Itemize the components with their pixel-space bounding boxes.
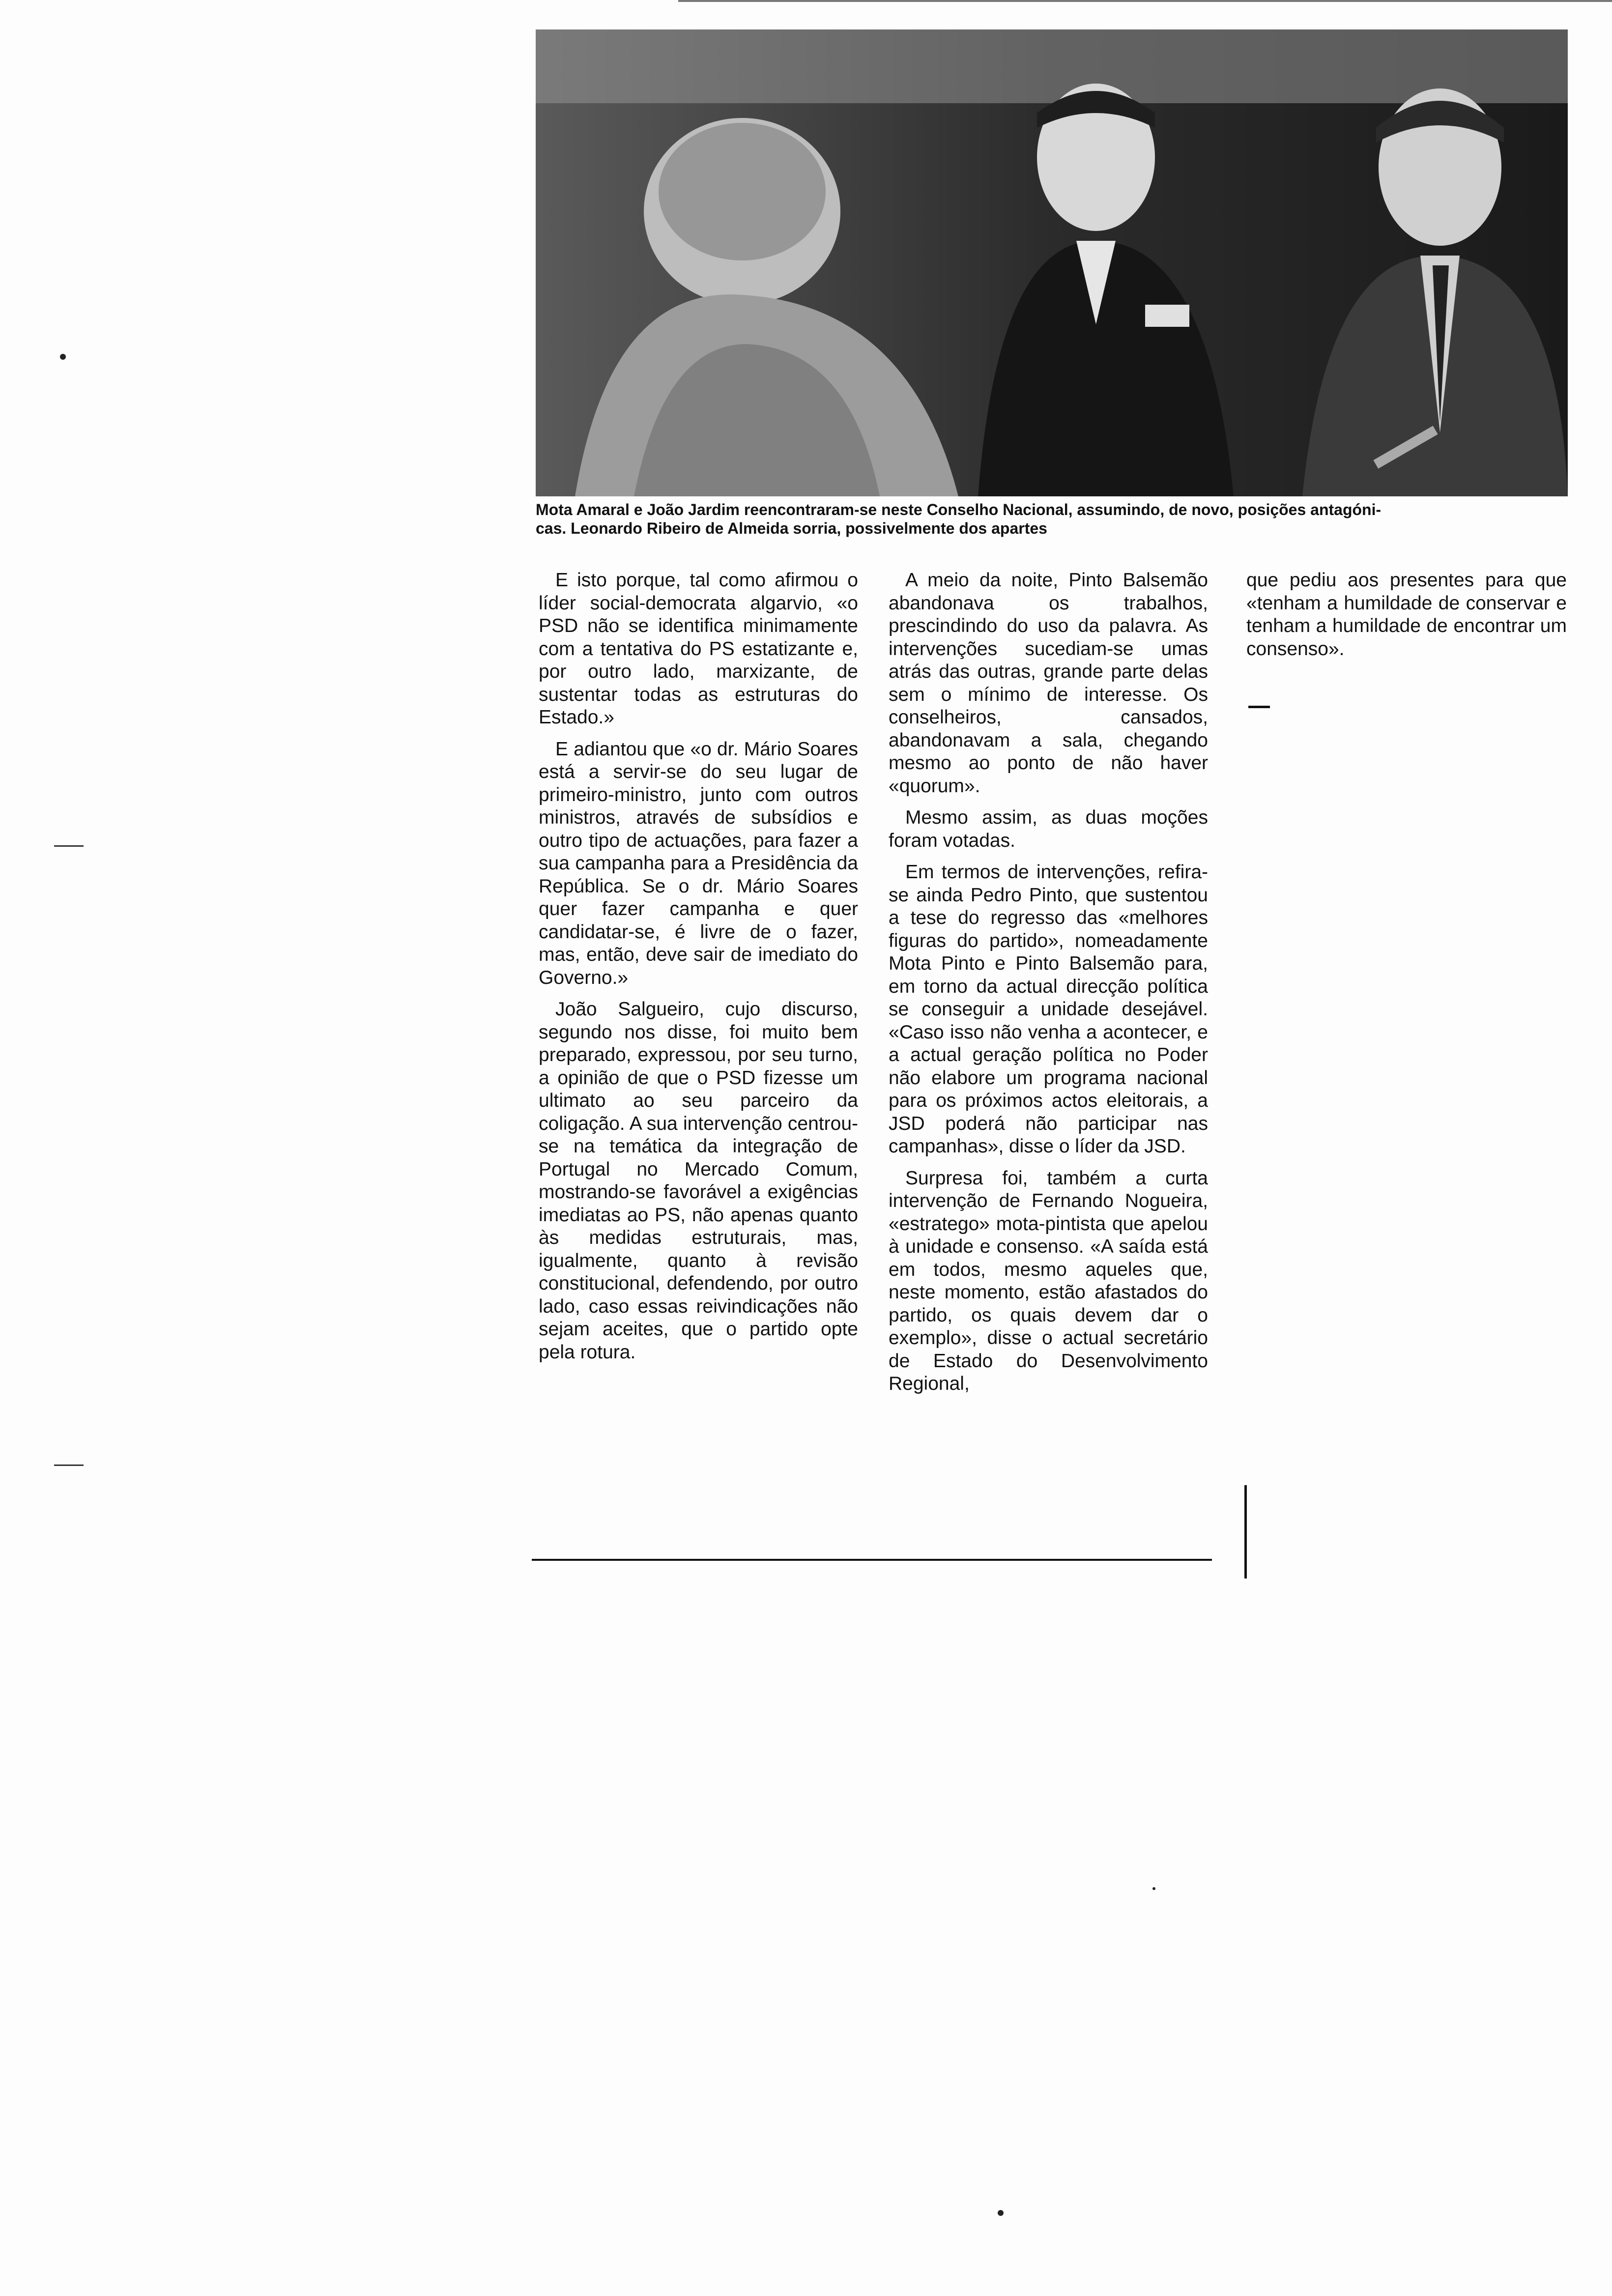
scan-mark: [54, 1464, 84, 1466]
article-column-3: [1246, 569, 1567, 669]
article-column-1: [539, 569, 858, 1373]
paragraph: E adiantou que «o dr. Mário Soares está a servir-se do seu lugar de primeiro-ministro, junto com outros ministros, através de subsídios e outro tipo de actuações, para fazer a sua campanha para a Presidência da República. Se o dr. Mário Soares quer fazer campanha e quer candidatar-se, é livre de o fazer, mas, então, deve sair de imediato do Governo.»: [539, 738, 858, 988]
bottom-rule: [532, 1559, 1212, 1561]
scan-speck: [1152, 1887, 1155, 1890]
news-photo: [536, 29, 1568, 496]
scan-edge-line: [678, 0, 1612, 2]
article-column-2: [889, 569, 1208, 1405]
paragraph: Surpresa foi, também a curta intervenção de Fernando Nogueira, «estratego» mota-pintista que apelou à unidade e consenso. «A saída está em todos, mesmo aqueles que, neste momento, estão afastados do partido, os quais devem dar o exemplo», disse o actual secretário de Estado do Desenvolvimento Regional,: [889, 1167, 1208, 1394]
end-dash: [1248, 706, 1270, 708]
caption-line-1: Mota Amaral e João Jardim reencontraram-se neste Conselho Nacional, assumindo, de novo, posições antagóni-: [536, 501, 1382, 518]
caption-line-2: cas. Leonardo Ribeiro de Almeida sorria, possivelmente dos apartes: [536, 519, 1047, 537]
paragraph: João Salgueiro, cujo discurso, segundo nos disse, foi muito bem preparado, expressou, por seu turno, a opinião de que o PSD fizesse um ultimato ao seu parceiro da coligação. A sua intervenção centrou-se na temática da integração de Portugal no Mercado Comum, mostrando-se favorável a exigências imediatas ao PS, não apenas quanto às medidas estruturais, mas, igualmente, quanto à revisão constitucional, defendendo, por outro lado, caso essas reivindicações não sejam aceites, que o partido opte pela rotura.: [539, 999, 858, 1363]
paragraph: A meio da noite, Pinto Balsemão abandonava os trabalhos, prescindindo do uso da palavra. As intervenções sucediam-se umas atrás das outras, grande parte delas sem o mínimo de interesse. Os conselheiros, cansados, abandonavam a sala, chegando mesmo ao ponto de não haver «quorum».: [889, 570, 1208, 797]
scan-speck: [998, 2210, 1004, 2216]
photo-caption: [536, 500, 1573, 538]
paragraph: E isto porque, tal como afirmou o líder social-democrata algarvio, «o PSD não se identifica minimamente com a tentativa do PS estatizante e, por outro lado, marxizante, de sustentar todas as estruturas do Estado.»: [539, 570, 858, 728]
paragraph: Em termos de intervenções, refira-se ainda Pedro Pinto, que sustentou a tese do regresso das «melhores figuras do partido», nomeadamente Mota Pinto e Pinto Balsemão para, em torno da actual direcção política se conseguir a unidade desejável. «Caso isso não venha a acontecer, e a actual geração política no Poder não elabore um programa nacional para os próximos actos eleitorais, a JSD poderá não participar nas campanhas», disse o líder da JSD.: [889, 861, 1208, 1157]
scan-mark: [54, 845, 84, 847]
paragraph: que pediu aos presentes para que «tenham a humildade de conservar e tenham a humildade de encontrar um consenso».: [1246, 570, 1567, 660]
photo-three-men-icon: [536, 29, 1568, 496]
scan-speck: [60, 354, 66, 360]
paragraph: Mesmo assim, as duas moções foram votadas.: [889, 807, 1208, 851]
column-bar: [1244, 1485, 1247, 1578]
